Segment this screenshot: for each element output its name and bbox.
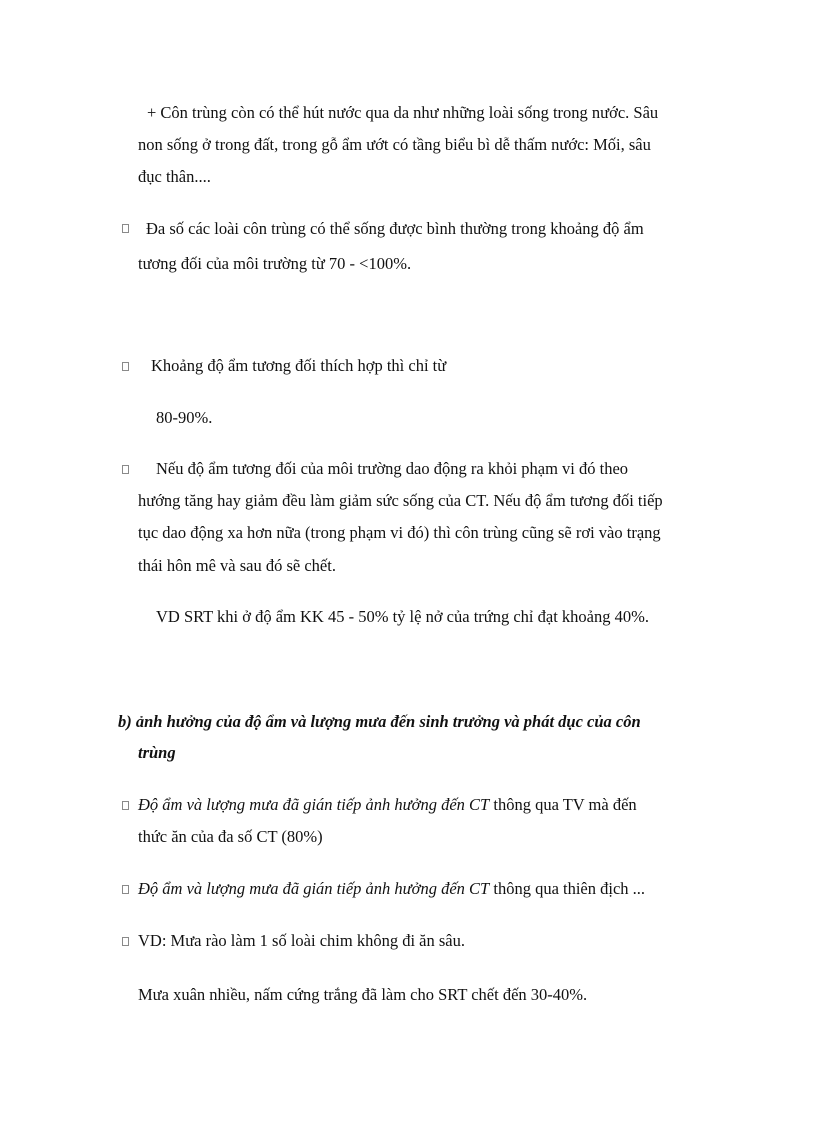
bullet-4-italic: Độ ẩm và lượng mưa đã gián tiếp ảnh hưởng đến CT xyxy=(138,795,490,814)
bullet-4-line-1 xyxy=(138,795,637,815)
bullet-box-icon xyxy=(122,801,129,810)
bullet-3-line-3: tục dao động xa hơn nữa (trong phạm vi đó) thì côn trùng cũng sẽ rơi vào trạng xyxy=(138,523,661,542)
bullet-5-italic: Độ ẩm và lượng mưa đã gián tiếp ảnh hưởng đến CT xyxy=(138,879,490,898)
section-heading-line-2: trùng xyxy=(138,743,176,762)
bullet-2-line-1: Khoảng độ ẩm tương đối thích hợp thì chỉ từ xyxy=(151,356,447,375)
bullet-5-normal: thông qua thiên địch ... xyxy=(489,879,646,898)
bullet-1-line-1: Đa số các loài côn trùng có thể sống được bình thường trong khoảng độ ẩm xyxy=(146,219,644,238)
bullet-box-icon xyxy=(122,465,129,474)
example-line: VD SRT khi ở độ ẩm KK 45 - 50% tỷ lệ nở của trứng chỉ đạt khoảng 40%. xyxy=(156,607,649,626)
bullet-2-line-2: 80-90%. xyxy=(156,408,213,427)
bullet-3-line-2: hướng tăng hay giảm đều làm giảm sức sống của CT. Nếu độ ẩm tương đối tiếp xyxy=(138,491,663,510)
bullet-box-icon xyxy=(122,937,129,946)
section-heading-line-1: b) ảnh hưởng của độ ẩm và lượng mưa đến sinh trưởng và phát dục của côn xyxy=(118,712,641,731)
bullet-1-line-2: tương đối của môi trường từ 70 - <100%. xyxy=(138,254,412,273)
last-paragraph: Mưa xuân nhiều, nấm cứng trắng đã làm cho SRT chết đến 30-40%. xyxy=(138,985,588,1004)
paragraph-1-line-1: + Côn trùng còn có thể hút nước qua da như những loài sống trong nước. Sâu xyxy=(147,103,659,122)
bullet-4-normal: thông qua TV mà đến xyxy=(489,795,637,814)
bullet-6-line-1: VD: Mưa rào làm 1 số loài chim không đi ăn sâu. xyxy=(138,931,465,950)
paragraph-1-line-2: non sống ở trong đất, trong gỗ ẩm ướt có tầng biểu bì dễ thấm nước: Mối, sâu xyxy=(138,135,651,154)
bullet-3-line-1: Nếu độ ẩm tương đối của môi trường dao động ra khỏi phạm vi đó theo xyxy=(156,459,629,478)
bullet-box-icon xyxy=(122,885,129,894)
paragraph-1-line-3: đục thân.... xyxy=(138,167,211,186)
bullet-5-line-1 xyxy=(138,879,645,899)
bullet-4-line-2: thức ăn của đa số CT (80%) xyxy=(138,827,323,846)
bullet-box-icon xyxy=(122,362,129,371)
bullet-3-line-4: thái hôn mê và sau đó sẽ chết. xyxy=(138,556,336,575)
bullet-box-icon xyxy=(122,224,129,233)
